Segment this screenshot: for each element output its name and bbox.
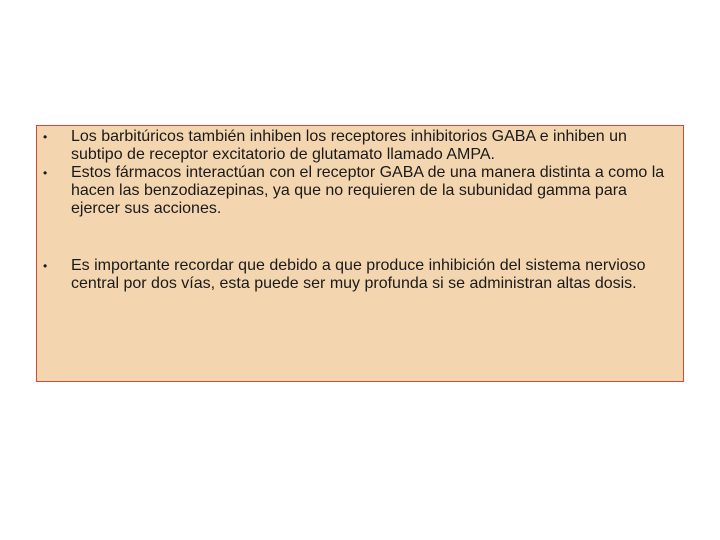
bullet-item: [37, 164, 683, 218]
bullet-list: [37, 126, 683, 293]
bullet-text: Estos fármacos interactúan con el receptor GABA de una manera distinta a como la hacen las benzodiazepinas, ya que no requieren de la subunidad gamma para ejercer sus acciones.: [71, 164, 665, 217]
bullet-item: [37, 257, 683, 293]
bullet-marker: •: [43, 130, 48, 144]
text-box: [36, 125, 684, 382]
bullet-item: [37, 128, 683, 164]
bullet-marker: •: [43, 166, 48, 180]
bullet-marker: •: [43, 259, 48, 273]
bullet-text: Los barbitúricos también inhiben los receptores inhibitorios GABA e inhiben un subtipo de receptor excitatorio de glutamato llamado AMPA.: [71, 128, 627, 163]
bullet-text: Es importante recordar que debido a que produce inhibición del sistema nervioso central por dos vías, esta puede ser muy profunda si se administran altas dosis.: [71, 257, 646, 292]
